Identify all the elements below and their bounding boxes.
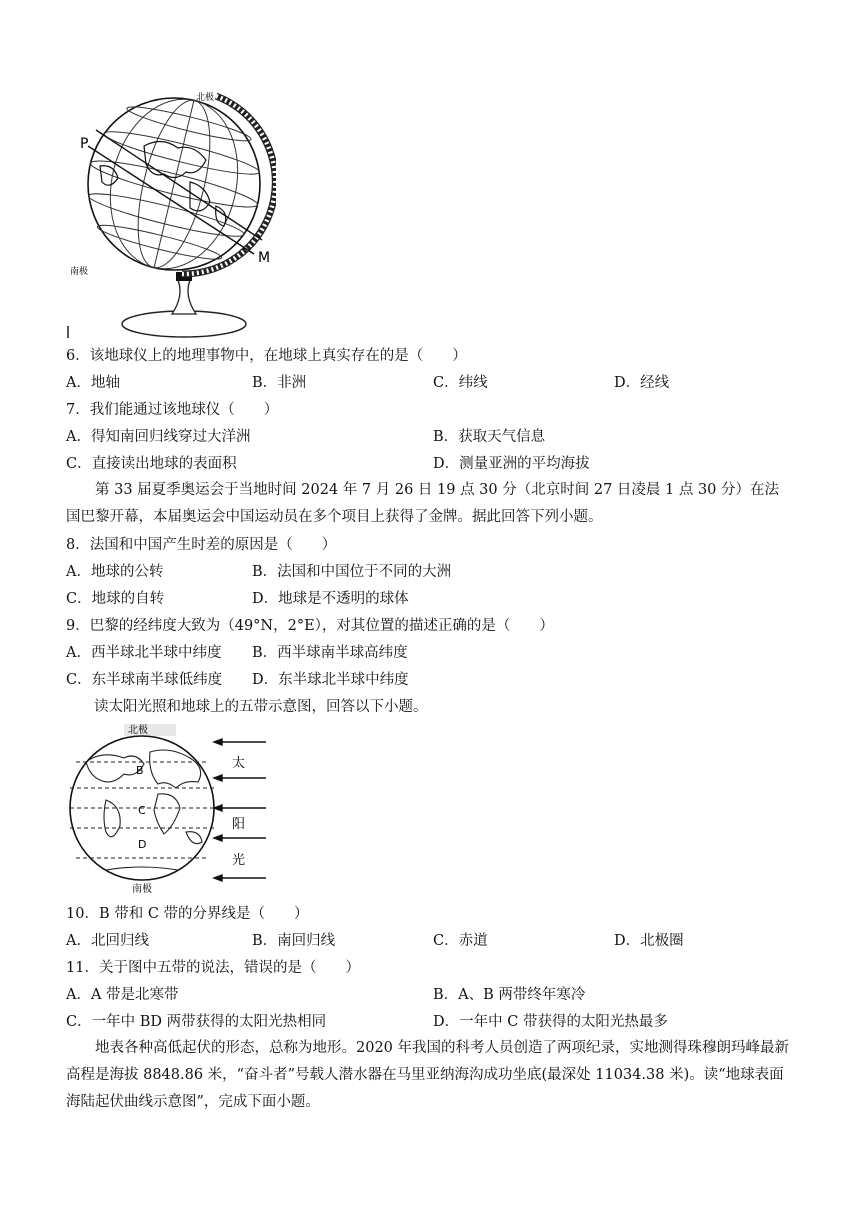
q11-option-a[interactable]: A．A 带是北寒带 — [66, 987, 179, 1003]
zone-c-label: C — [138, 804, 146, 817]
globe-point-p-label: P — [80, 136, 89, 152]
q9-option-b[interactable]: B．西半球南半球高纬度 — [252, 645, 408, 661]
q8-stem: 8．法国和中国产生时差的原因是（ ） — [66, 537, 337, 553]
globe-south-label: 南极 — [70, 267, 89, 277]
zones-illustration — [66, 722, 276, 894]
zones-intro: 读太阳光照和地球上的五带示意图，回答以下小题。 — [94, 699, 428, 715]
q6-option-d[interactable]: D．经线 — [614, 375, 670, 391]
q8-option-d[interactable]: D．地球是不透明的球体 — [252, 591, 409, 607]
q10-option-b[interactable]: B．南回归线 — [252, 933, 336, 949]
q6-option-c[interactable]: C．纬线 — [433, 375, 488, 391]
sun-char-2: 阳 — [232, 817, 246, 832]
q10-option-a[interactable]: A．北回归线 — [66, 933, 149, 949]
zones-figure — [66, 722, 276, 894]
q9-option-a[interactable]: A．西半球北半球中纬度 — [66, 645, 222, 661]
q9-stem: 9．巴黎的经纬度大致为（49°N，2°E），对其位置的描述正确的是（ ） — [66, 618, 554, 634]
globe-point-m-label: M — [258, 250, 271, 266]
q8-option-a[interactable]: A．地球的公转 — [66, 564, 164, 580]
q7-stem: 7．我们能通过该地球仪（ ） — [66, 402, 279, 418]
q6-option-b[interactable]: B．非洲 — [252, 375, 307, 391]
terrain-passage: 地表各种高低起伏的形态，总称为地形。2020 年我国的科考人员创造了两项纪录，实地测得珠穆朗玛峰最新高程是海拔 8848.86 米，“奋斗者”号载人潜水器在马里亚纳海沟成功坐底(最深处 11034.38 米)。读“地球表面海陆起伏曲线示意图”，完成下面小题。 — [66, 1040, 790, 1110]
zone-d-label: D — [138, 838, 147, 851]
q8-option-c[interactable]: C．地球的自转 — [66, 591, 165, 607]
globe-illustration — [66, 86, 276, 344]
zones-north-label: 北极 — [128, 725, 148, 736]
sun-char-3: 光 — [232, 853, 246, 868]
zones-south-label: 南极 — [132, 884, 152, 894]
q11-option-d[interactable]: D．一年中 C 带获得的太阳光热最多 — [433, 1014, 668, 1030]
sun-char-1: 太 — [232, 756, 246, 771]
q10-stem: 10．B 带和 C 带的分界线是（ ） — [66, 906, 309, 922]
q7-option-b[interactable]: B．获取天气信息 — [433, 429, 546, 445]
q7-option-c[interactable]: C．直接读出地球的表面积 — [66, 456, 237, 472]
q7-option-d[interactable]: D．测量亚洲的平均海拔 — [433, 456, 590, 472]
q11-option-b[interactable]: B．A、B 两带终年寒冷 — [433, 987, 586, 1003]
olympics-passage: 第 33 届夏季奥运会于当地时间 2024 年 7 月 26 日 19 点 30 分（北京时间 27 日凌晨 1 点 30 分）在法国巴黎开幕，本届奥运会中国运动员在多个项目上获得了金牌。据此回答下列小题。 — [66, 482, 780, 525]
q8-option-b[interactable]: B．法国和中国位于不同的大洲 — [252, 564, 452, 580]
q6-stem: 6．该地球仪上的地理事物中，在地球上真实存在的是（ ） — [66, 348, 467, 364]
q9-option-d[interactable]: D．东半球北半球中纬度 — [252, 672, 409, 688]
q11-stem: 11．关于图中五带的说法，错误的是（ ） — [66, 960, 360, 976]
zone-b-label: B — [136, 764, 144, 777]
q11-option-c[interactable]: C．一年中 BD 两带获得的太阳光热相同 — [66, 1014, 327, 1030]
q7-option-a[interactable]: A．得知南回归线穿过大洋洲 — [66, 429, 251, 445]
q6-option-a[interactable]: A．地轴 — [66, 375, 120, 391]
globe-figure — [66, 86, 276, 344]
q10-option-c[interactable]: C．赤道 — [433, 933, 488, 949]
q10-option-d[interactable]: D．北极圈 — [614, 933, 684, 949]
q9-option-c[interactable]: C．东半球南半球低纬度 — [66, 672, 223, 688]
globe-north-label: 北极 — [196, 93, 215, 103]
